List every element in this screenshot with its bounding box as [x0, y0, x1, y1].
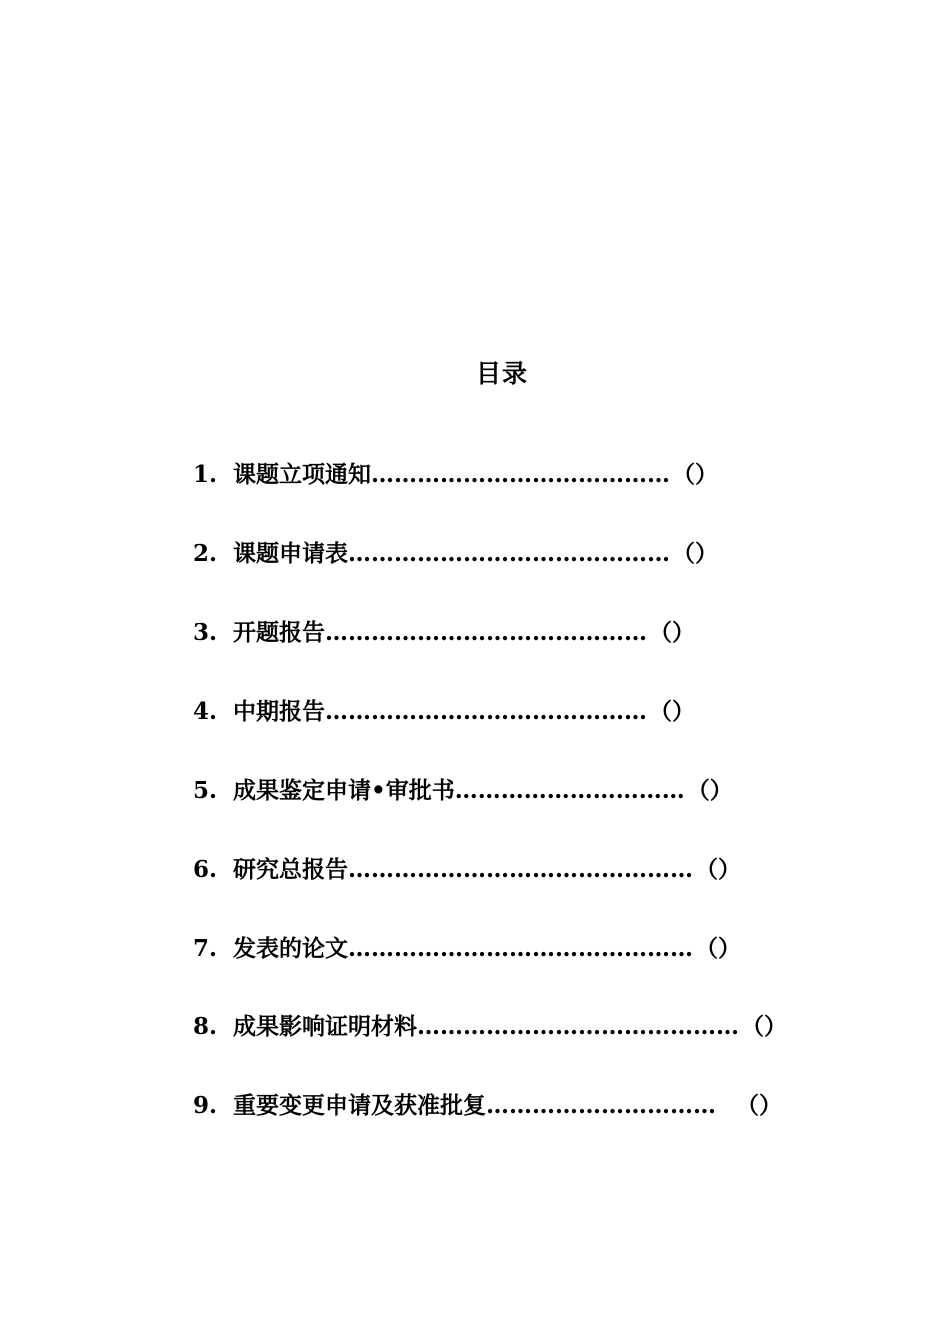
- toc-entry-page: （）: [686, 777, 733, 804]
- toc-entry-leader: ……………………………………: [348, 540, 670, 567]
- toc-entry-number: 1.: [193, 461, 218, 488]
- toc-entry-leader: ………………………………………: [348, 856, 693, 883]
- toc-entry-leader: …………………………: [454, 777, 685, 804]
- toc-entry-page: （）: [695, 935, 741, 962]
- toc-entry-number: 6.: [193, 856, 218, 883]
- toc-entry: [193, 458, 718, 492]
- toc-entry: [193, 616, 695, 650]
- toc-entry-text: 课题立项通知: [233, 461, 371, 488]
- toc-entry-number: 8.: [193, 1013, 218, 1040]
- toc-entry: [193, 932, 741, 966]
- toc-entry-text: 重要变更申请及获准批复: [233, 1092, 486, 1119]
- toc-entry-number: 4.: [193, 698, 218, 725]
- toc-entry-text: 成果鉴定申请•审批书: [233, 777, 455, 804]
- toc-entry-leader: ……………………………………: [325, 698, 647, 725]
- toc-entry: [193, 1089, 782, 1123]
- toc-entry-number: 7.: [193, 935, 218, 962]
- toc-entry-page: （）: [741, 1013, 787, 1040]
- toc-entry-leader: ……………………………………: [325, 619, 647, 646]
- toc-entry-text: 成果影响证明材料: [233, 1013, 417, 1040]
- toc-entry-page: （）: [672, 461, 718, 488]
- toc-entry-text: 开题报告: [233, 619, 325, 646]
- toc-entry: [193, 695, 695, 729]
- toc-entry-number: 9.: [193, 1092, 218, 1119]
- toc-entry-page: （）: [672, 540, 718, 567]
- toc-entry-number: 5.: [193, 777, 218, 804]
- toc-entry: [193, 853, 741, 887]
- toc-entry-page: （）: [649, 698, 695, 725]
- toc-entry-number: 3.: [193, 619, 218, 646]
- toc-entry-leader: ………………………………………: [348, 935, 693, 962]
- toc-entry: [193, 774, 733, 808]
- toc-entry-text: 发表的论文: [233, 935, 348, 962]
- toc-entry-page: （）: [736, 1092, 782, 1119]
- toc-entry-page: （）: [695, 856, 741, 883]
- toc-entry-text: 中期报告: [233, 698, 325, 725]
- toc-entry-text: 课题申请表: [233, 540, 348, 567]
- toc-entry-number: 2.: [193, 540, 218, 567]
- toc-entry: [193, 1010, 787, 1044]
- page-title: 目录: [475, 359, 528, 388]
- toc-entry-page: （）: [649, 619, 695, 646]
- toc-entry-text: 研究总报告: [233, 856, 348, 883]
- toc-entry-leader: …………………………………: [371, 461, 670, 488]
- toc-entry-leader: ……………………………………: [417, 1013, 739, 1040]
- toc-entry: [193, 537, 718, 571]
- toc-entry-leader: …………………………: [486, 1092, 716, 1119]
